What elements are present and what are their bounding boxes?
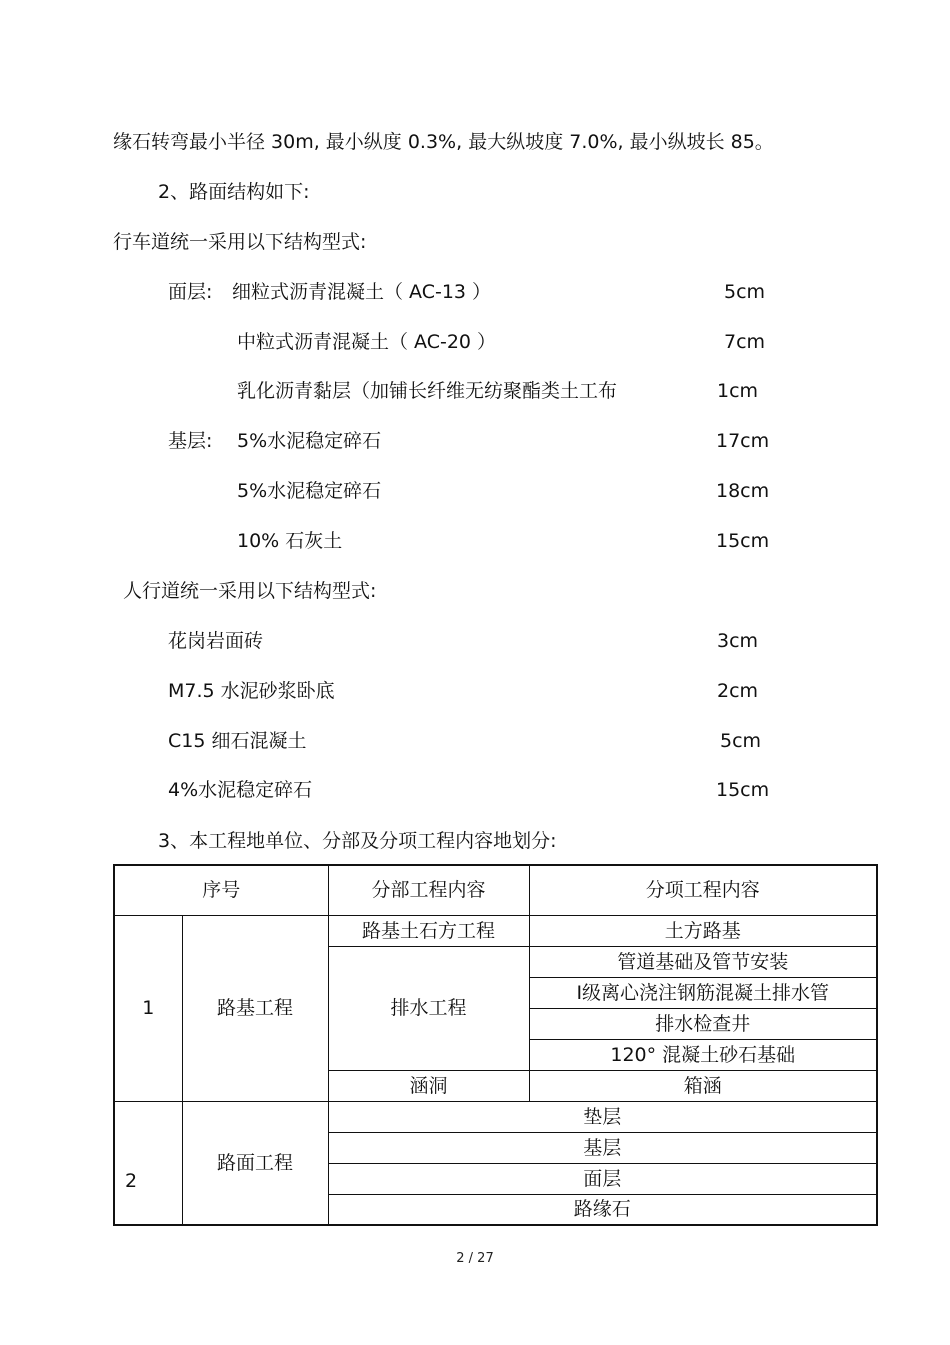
layer-thickness: 3cm (717, 630, 759, 652)
item-name: 路缘石 (328, 1194, 877, 1225)
item-name: 箱涵 (529, 1070, 877, 1101)
layer-thickness: 7cm (724, 331, 766, 353)
item-name: Ⅰ级离心浇注钢筋混凝土排水管 (529, 977, 877, 1008)
layer-name: 5%水泥稳定碎石 (237, 430, 382, 452)
layer-thickness: 5cm (724, 281, 766, 303)
item-name: 管道基础及管节安装 (529, 946, 877, 977)
section-3-heading: 3、本工程地单位、分部及分项工程内容地划分: (158, 830, 557, 852)
layer-name: 5%水泥稳定碎石 (237, 480, 382, 502)
layer-thickness: 1cm (717, 380, 759, 402)
item-name: 基层 (328, 1132, 877, 1163)
table-row (114, 1101, 877, 1132)
layer-name: 4%水泥稳定碎石 (168, 779, 313, 801)
item-name: 120° 混凝土砂石基础 (529, 1039, 877, 1070)
layer-thickness: 15cm (716, 530, 770, 552)
table-header-row (114, 865, 877, 915)
carriageway-intro: 行车道统一采用以下结构型式: (113, 231, 367, 253)
layer-name: 乳化沥青黏层（加铺长纤维无纺聚酯类土工布 (237, 380, 618, 402)
layer-name: C15 细石混凝土 (168, 730, 307, 752)
group-no: 1 (114, 915, 182, 1101)
page-number: 2 / 27 (456, 1251, 494, 1266)
item-name: 土方路基 (529, 915, 877, 946)
item-name: 垫层 (328, 1101, 877, 1132)
table-row (114, 915, 877, 946)
part-name: 路基土石方工程 (328, 915, 529, 946)
layer-thickness: 15cm (716, 779, 770, 801)
part-name: 排水工程 (328, 946, 529, 1070)
layer-group-label: 面层: (168, 281, 213, 303)
unit-name: 路面工程 (182, 1101, 328, 1225)
layer-name: M7.5 水泥砂浆卧底 (168, 680, 335, 702)
header-item: 分项工程内容 (529, 865, 877, 915)
layer-thickness: 18cm (716, 480, 770, 502)
layer-thickness: 2cm (717, 680, 759, 702)
layer-thickness: 17cm (716, 430, 770, 452)
item-name: 排水检查井 (529, 1008, 877, 1039)
unit-name: 路基工程 (182, 915, 328, 1101)
layer-thickness: 5cm (720, 730, 762, 752)
layer-name: 花岗岩面砖 (168, 630, 264, 652)
header-part: 分部工程内容 (328, 865, 529, 915)
header-no: 序号 (114, 865, 328, 915)
paragraph-curb-radius: 缘石转弯最小半径 30m, 最小纵度 0.3%, 最大纵坡度 7.0%, 最小纵坡长 85。 (113, 131, 774, 153)
group-no: 2 (114, 1101, 182, 1225)
sidewalk-intro: 人行道统一采用以下结构型式: (123, 580, 377, 602)
part-name: 涵洞 (328, 1070, 529, 1101)
layer-name: 中粒式沥青混凝土（ AC-20 ） (237, 331, 497, 353)
layer-name: 10% 石灰土 (237, 530, 343, 552)
work-division-table (113, 864, 878, 1226)
item-name: 面层 (328, 1163, 877, 1194)
layer-group-label: 基层: (168, 430, 213, 452)
section-2-heading: 2、路面结构如下: (158, 181, 310, 203)
layer-name: 细粒式沥青混凝土（ AC-13 ） (232, 281, 492, 303)
